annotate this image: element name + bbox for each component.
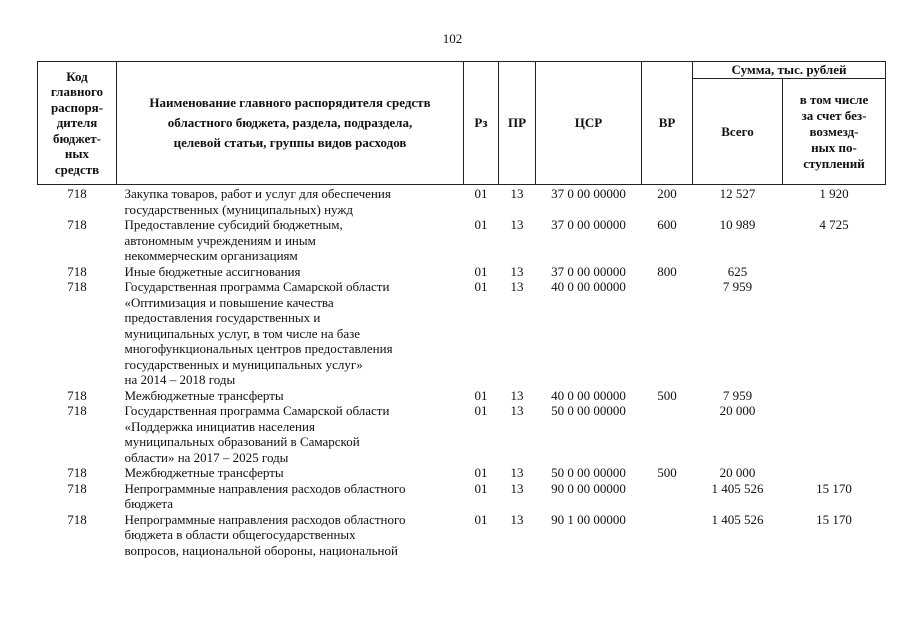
- cell-rz: 01: [474, 217, 488, 232]
- cell-pr: 13: [510, 465, 524, 480]
- cell-pr: 13: [510, 279, 524, 294]
- table-row: [38, 465, 886, 481]
- table-row: [38, 217, 886, 264]
- cell-name: Государственная программа Самарской области «Поддержка инициатив населения муниципальных образований в Самарской области» на 2017 – 2025 годы: [124, 403, 390, 465]
- cell-vr: [642, 279, 693, 388]
- cell-total: 12 527: [719, 186, 756, 201]
- cell-csr: 90 0 00 00000: [551, 480, 626, 496]
- header-rz: Рз: [464, 62, 499, 185]
- cell-gratuitous: [783, 403, 886, 465]
- header-name: Наименование главного распорядителя средств областного бюджета, раздела, подраздела, целевой статьи, группы видов расходов: [117, 62, 464, 185]
- cell-vr: 600: [657, 217, 677, 232]
- table-row: [38, 185, 886, 218]
- header-sum-group: Сумма, тыс. рублей: [693, 62, 886, 79]
- cell-csr: 40 0 00 00000: [551, 279, 626, 294]
- header-code: Код главного распоря- дителя бюджет- ных средств: [38, 62, 117, 185]
- cell-name: Межбюджетные трансферты: [124, 465, 284, 480]
- cell-total: 7 959: [722, 279, 753, 294]
- cell-pr: 13: [510, 480, 524, 496]
- cell-gratuitous: 4 725: [819, 217, 849, 232]
- table-row: [38, 279, 886, 388]
- cell-rz: 01: [474, 186, 488, 201]
- cell-csr: 37 0 00 00000: [551, 263, 626, 279]
- cell-rz: 01: [474, 465, 488, 480]
- cell-gratuitous: 15 170: [816, 480, 852, 496]
- cell-name: Иные бюджетные ассигнования: [124, 263, 301, 279]
- header-csr: ЦСР: [536, 62, 642, 185]
- page-number: 102: [442, 31, 463, 46]
- cell-pr: 13: [510, 387, 524, 403]
- cell-rz: 01: [474, 279, 488, 294]
- cell-code: 718: [67, 511, 87, 527]
- table-row: [38, 512, 886, 559]
- cell-pr: 13: [510, 511, 524, 527]
- cell-rz: 01: [474, 403, 488, 418]
- cell-csr: 40 0 00 00000: [551, 387, 626, 403]
- cell-csr: 50 0 00 00000: [551, 403, 626, 418]
- cell-pr: 13: [510, 263, 524, 279]
- cell-code: 718: [67, 279, 87, 294]
- cell-vr: 500: [657, 465, 677, 480]
- header-vr: ВР: [642, 62, 693, 185]
- cell-rz: 01: [474, 387, 488, 403]
- cell-code: 718: [67, 186, 87, 201]
- cell-name: Межбюджетные трансферты: [124, 387, 284, 403]
- cell-rz: 01: [474, 511, 488, 527]
- table-row: [38, 264, 886, 280]
- cell-name: Непрограммные направления расходов областного бюджета: [124, 480, 406, 511]
- cell-total: 625: [727, 263, 748, 279]
- cell-total: 7 959: [722, 387, 753, 403]
- cell-code: 718: [67, 217, 87, 232]
- cell-name: Непрограммные направления расходов областного бюджета в области общегосударственных вопросов, национальной обороны, национальной: [124, 511, 406, 558]
- cell-vr: [642, 403, 693, 465]
- table-row: [38, 403, 886, 465]
- cell-gratuitous: [783, 388, 886, 404]
- cell-pr: 13: [510, 403, 524, 418]
- cell-pr: 13: [510, 186, 524, 201]
- cell-vr: [642, 512, 693, 559]
- budget-table: [37, 61, 886, 558]
- cell-name: Закупка товаров, работ и услуг для обеспечения государственных (муниципальных) нужд: [124, 186, 391, 217]
- cell-csr: 37 0 00 00000: [551, 186, 626, 201]
- cell-vr: 800: [657, 263, 677, 279]
- cell-code: 718: [67, 403, 87, 418]
- table-row: [38, 388, 886, 404]
- cell-name: Предоставление субсидий бюджетным, автономным учреждениям и иным некоммерческим организациям: [124, 217, 343, 263]
- cell-code: 718: [67, 480, 87, 496]
- cell-vr: [642, 481, 693, 512]
- cell-rz: 01: [474, 480, 488, 496]
- cell-gratuitous: 1 920: [819, 186, 849, 201]
- cell-code: 718: [67, 387, 87, 403]
- cell-gratuitous: [783, 264, 886, 280]
- cell-total: 1 405 526: [711, 480, 764, 496]
- cell-code: 718: [67, 263, 87, 279]
- cell-total: 20 000: [719, 403, 756, 418]
- cell-total: 10 989: [719, 217, 756, 232]
- cell-total: 20 000: [719, 465, 756, 480]
- cell-vr: 500: [657, 387, 677, 403]
- header-gratuitous: в том числе за счет без- возмезд- ных по- ступлений: [783, 79, 886, 185]
- cell-csr: 90 1 00 00000: [551, 511, 626, 527]
- cell-total: 1 405 526: [711, 511, 764, 527]
- table-row: [38, 481, 886, 512]
- cell-gratuitous: [783, 279, 886, 388]
- cell-pr: 13: [510, 217, 524, 232]
- cell-code: 718: [67, 465, 87, 480]
- header-pr: ПР: [499, 62, 536, 185]
- cell-gratuitous: 15 170: [816, 511, 852, 527]
- cell-gratuitous: [783, 465, 886, 481]
- cell-csr: 37 0 00 00000: [551, 217, 626, 232]
- header-total: Всего: [693, 79, 783, 185]
- cell-rz: 01: [474, 263, 488, 279]
- cell-vr: 200: [657, 186, 677, 201]
- cell-csr: 50 0 00 00000: [551, 465, 626, 480]
- cell-name: Государственная программа Самарской области «Оптимизация и повышение качества предоставления государственных и муниципальных услуг, в том числе на базе многофункциональных центров предоставления государственных и муниципальных услуг» на 2014 – 2018 годы: [124, 279, 393, 387]
